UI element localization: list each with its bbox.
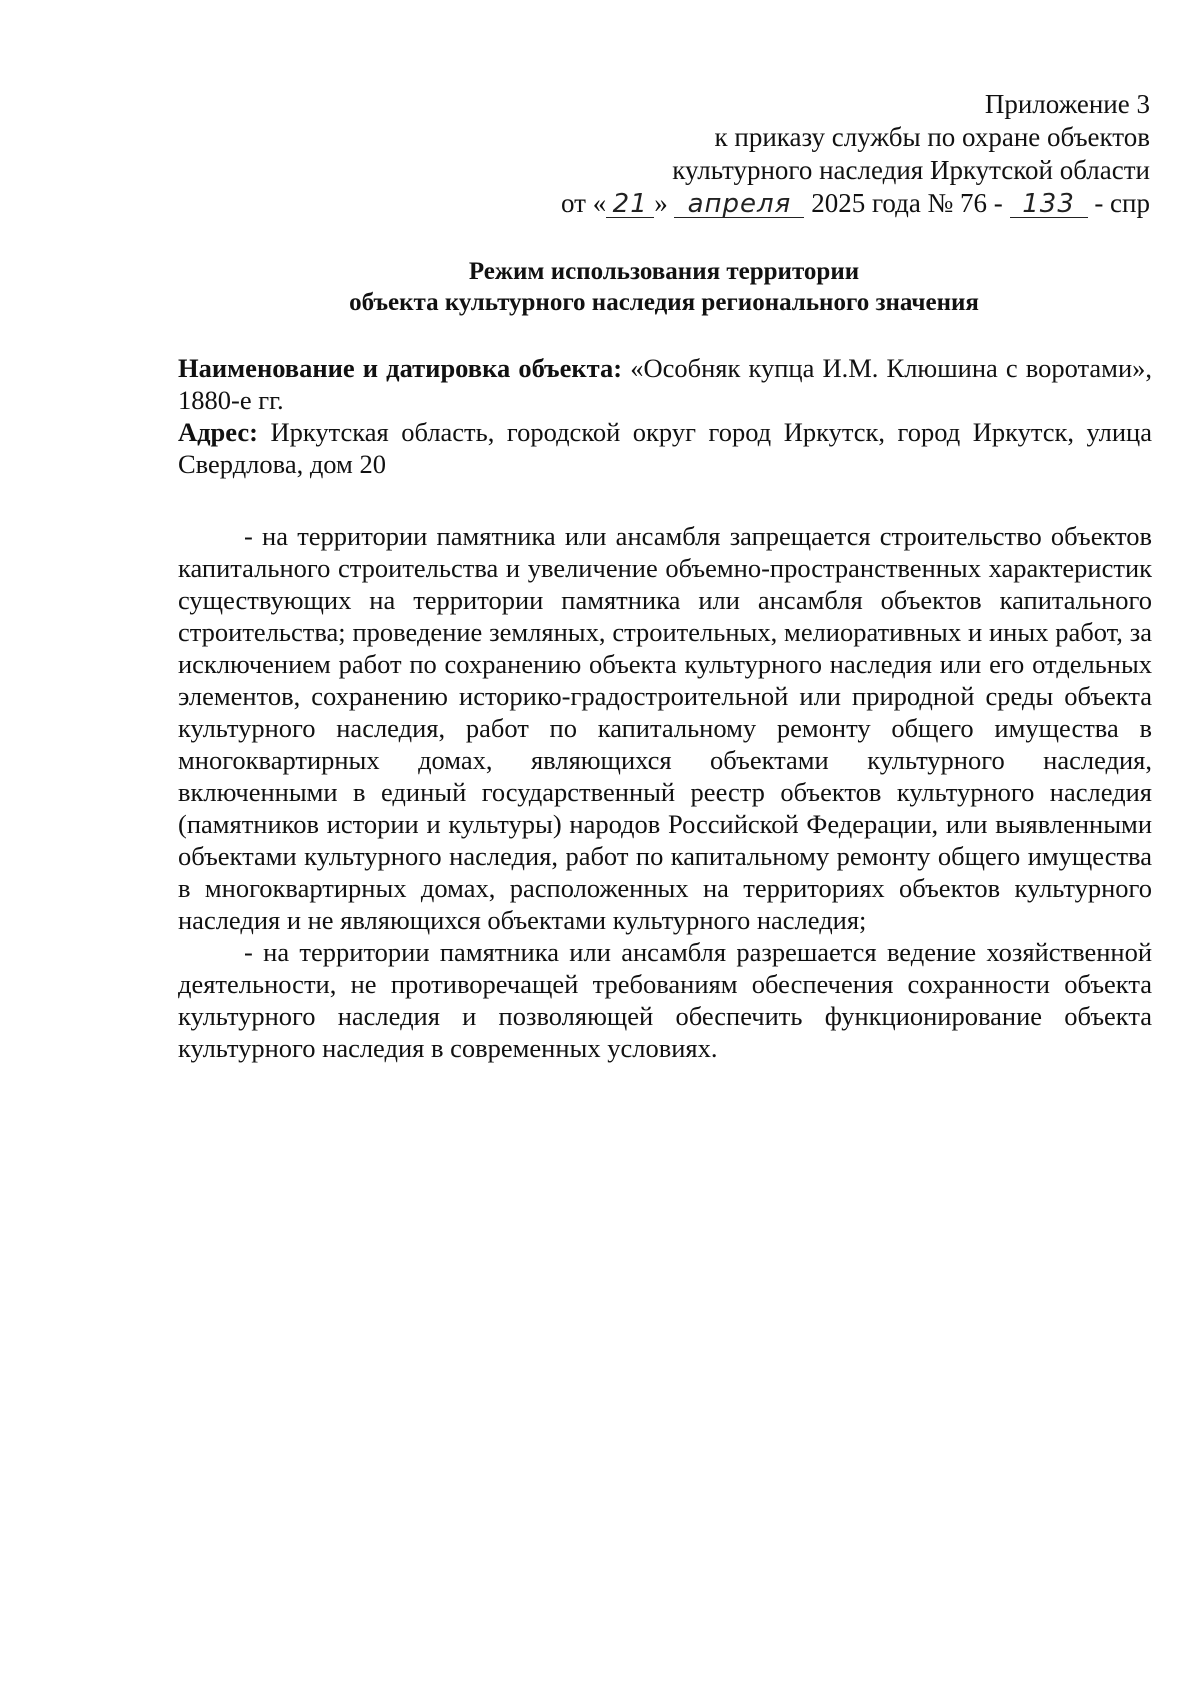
- object-name-paragraph: [178, 352, 1152, 416]
- order-date-line: [450, 187, 1150, 220]
- title-line-2: объекта культурного наследия регионального значения: [349, 289, 979, 316]
- document-title: [178, 256, 1150, 318]
- order-suffix: - спр: [1094, 188, 1150, 218]
- object-name-label: Наименование и датировка объекта:: [178, 353, 623, 383]
- rule-permission: - на территории памятника или ансамбля разрешается ведение хозяйственной деятельности, не противоречащей требованиям обеспечения сохранности объекта культурного наследия и позволяющей обеспечить функционирование объекта культурного наследия в современных условиях.: [178, 937, 1152, 1063]
- title-line-1: Режим использования территории: [468, 258, 860, 285]
- year-and-series: 2025 года № 76 -: [811, 188, 1003, 218]
- object-name-value: «Особняк купца И.М. Клюшина с воротами», 1880-е гг.: [178, 353, 1153, 415]
- appendix-number: Приложение 3: [984, 89, 1150, 119]
- authority-name: культурного наследия Иркутской области: [672, 155, 1150, 185]
- handwritten-month: апреля: [674, 191, 804, 218]
- date-prefix: от «: [561, 188, 607, 218]
- handwritten-day: 21: [606, 191, 654, 218]
- handwritten-order-number: 133: [1010, 191, 1088, 218]
- usage-rules: [178, 520, 1152, 1064]
- date-close-quote: »: [654, 188, 668, 218]
- appendix-header: [450, 88, 1150, 220]
- object-address-paragraph: [178, 416, 1152, 480]
- object-address-value: Иркутская область, городской округ город Иркутск, город Иркутск, улица Свердлова, дом 20: [178, 417, 1152, 479]
- object-info: [178, 352, 1152, 480]
- order-reference: к приказу службы по охране объектов: [714, 122, 1150, 152]
- rule-prohibition: - на территории памятника или ансамбля запрещается строительство объектов капитального строительства и увеличение объемно-пространственных характеристик существующих на территории памятника или ансамбля объектов капитального строительства; проведение земляных, строительных, мелиоративных и иных работ, за исключением работ по сохранению объекта культурного наследия или его отдельных элементов, сохранению историко-градостроительной или природной среды объекта культурного наследия, работ по капитальному ремонту общего имущества в многоквартирных домах, являющихся объектами культурного наследия, включенными в единый государственный реестр объектов культурного наследия (памятников истории и культуры) народов Российской Федерации, или выявленными объектами культурного наследия, работ по капитальному ремонту общего имущества в многоквартирных домах, расположенных на территориях объектов культурного наследия и не являющихся объектами культурного наследия;: [178, 521, 1152, 935]
- object-address-label: Адрес:: [178, 417, 258, 447]
